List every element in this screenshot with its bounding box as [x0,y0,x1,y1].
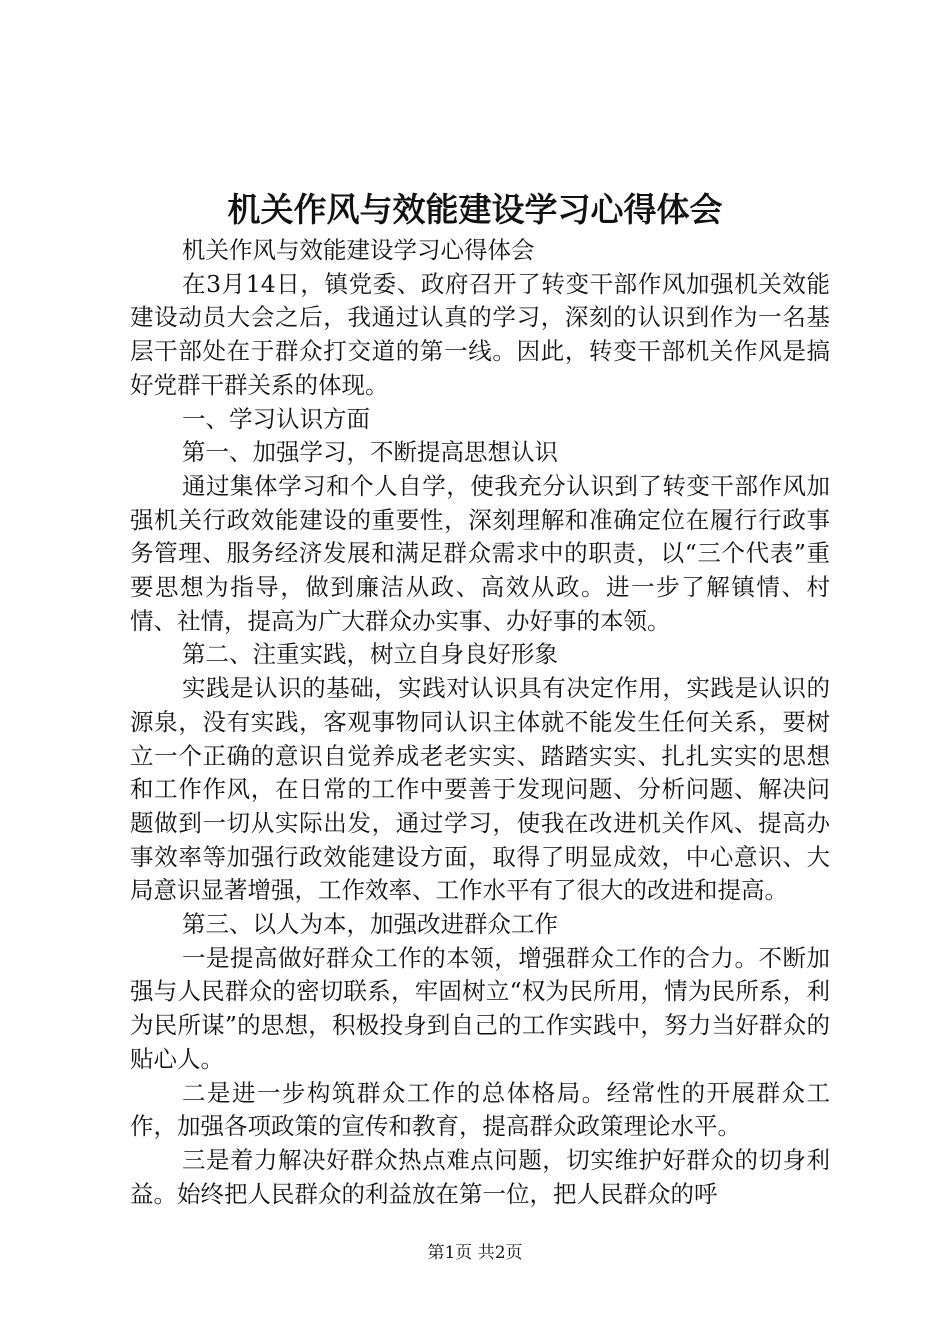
subsection-heading-3: 第三、以人为本，加强改进群众工作 [182,910,558,939]
body-paragraph-1: 通过集体学习和个人自学，使我充分认识到了转变干部作风加强机关行政效能建设的重要性，深刻理解和准确定位在履行行政事务管理、服务经济发展和满足群众需求中的职责，以“三个代表”重要思想为指导，做到廉洁从政、高效从政。进一步了解镇情、村情、社情，提高为广大群众办实事、办好事的本领。 [130,471,830,635]
intro-paragraph: 在3月14日，镇党委、政府召开了转变干部作风加强机关效能建设动员大会之后，我通过认真的学习，深刻的认识到作为一名基层干部处在于群众打交道的第一线。因此，转变干部机关作风是搞好党群干群关系的体现。 [130,269,830,399]
body-paragraph-4: 二是进一步构筑群众工作的总体格局。经常性的开展群众工作，加强各项政策的宣传和教育，提高群众政策理论水平。 [130,1078,830,1141]
document-body [130,234,830,1211]
document-title: 机关作风与效能建设学习心得体会 [227,190,723,229]
body-paragraph-2: 实践是认识的基础，实践对认识具有决定作用，实践是认识的源泉，没有实践，客观事物同认识主体就不能发生任何关系，要树立一个正确的意识自觉养成老老实实、踏踏实实、扎扎实实的思想和工作作风，在日常的工作中要善于发现问题、分析问题、解决问题做到一切从实际出发，通过学习，使我在改进机关作风、提高办事效率等加强行政效能建设方面，取得了明显成效，中心意识、大局意识显著增强，工作效率、工作水平有了很大的改进和提高。 [130,674,830,905]
subsection-heading-1: 第一、加强学习，不断提高思想认识 [182,438,558,467]
page-footer: 第1页 共2页 [427,1243,523,1263]
subtitle-paragraph: 机关作风与效能建设学习心得体会 [182,236,535,264]
body-paragraph-5: 三是着力解决好群众热点难点问题，切实维护好群众的切身利益。始终把人民群众的利益放在第一位，把人民群众的呼 [130,1145,830,1208]
body-paragraph-3: 一是提高做好群众工作的本领，增强群众工作的合力。不断加强与人民群众的密切联系，牢固树立“权为民所用，情为民所系，利为民所谋”的思想，积极投身到自己的工作实践中，努力当好群众的贴心人。 [130,943,830,1073]
section-heading: 一、学习认识方面 [182,404,370,433]
subsection-heading-2: 第二、注重实践，树立自身良好形象 [182,640,558,669]
